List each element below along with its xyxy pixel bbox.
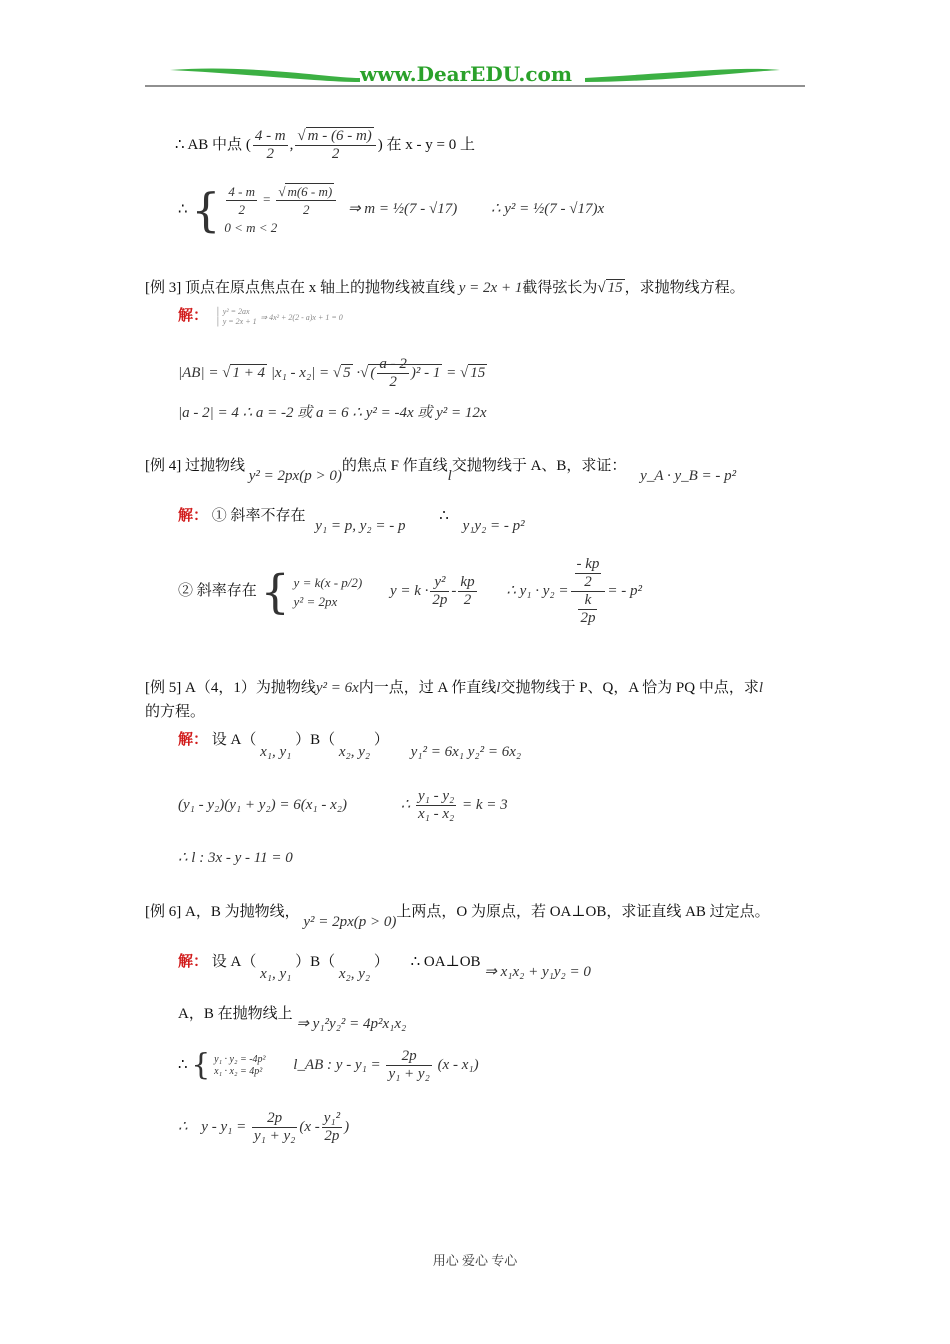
example-3-solve: 解： │ y² = 2ax │ y = 2x + 1 ⇒ 4x² + 2(2 - a)x + 1 = 0 (178, 306, 343, 326)
example-6-line-4: ∴ y - y₁ = $\frac{2p}{\text{y₁ + y₂}}$ (x - $\frac{\text{y₁²}}{2p}$ ) (178, 1110, 350, 1144)
example-3-line-2: |a - 2| = 4 ∴ a = -2 或 a = 6 ∴ y² = -4x 或 y² = 12x (178, 405, 487, 421)
equation-system: y = k(x - p/2) y² = 2px (293, 574, 363, 609)
prev-line-1: ∴ AB 中点 ( $\frac{4 - m}{2}$ , $\frac{√ m - (6 - m)}{2}$ ) 在 x - y = 0 上 (175, 128, 475, 162)
fraction: $\frac{√ m - (6 - m)}{2}$ (295, 128, 375, 163)
example-5-line-3: ∴ l : 3x - y - 11 = 0 (178, 850, 293, 866)
prev-line-2: ∴ { $\frac{4 - m}{2}$ = $\frac{√ m(6 - m)}{2}$ 0 < m < 2 ⇒ m = ½(7 - √17) ∴ y² = ½(7 - √17)x (178, 183, 605, 237)
example-4-case-2: ② 斜率存在 { y = k(x - p/2) y² = 2px y = k · $\frac{\text{y²}}{2p}$ - $\frac{kp}{2}$ ∴ y₁ · y₂ = $\frac{\frac{- kp}{2}}{\frac{k}{2p}}$ = - p² (178, 556, 643, 626)
example-6-line-2: A，B 在抛物线上 ⇒ y₁²y₂² = 4p²x₁x₂ (178, 1006, 407, 1032)
example-5-statement: [例 5] A（4，1）为抛物线y² = 6x内一点，过 A 作直线l交抛物线于 P、Q，A 恰为 PQ 中点，求l 的方程。 (145, 680, 763, 720)
example-3-line-1: |AB| = √ 1 + 4 |x₁ - x₂| = √ 5 ·√ ( $\frac{a - 2}{2}$ )² - 1 = √ 15 (178, 356, 486, 390)
header-banner (140, 60, 810, 92)
example-3-statement: [例 3] 顶点在原点焦点在 x 轴上的抛物线被直线 y = 2x + 1截得弦长为√ 15 ，求抛物线方程。 (145, 280, 745, 296)
system-brace: { (191, 1047, 211, 1083)
page-footer: 用心 爱心 专心 (432, 1253, 518, 1268)
fraction: $\frac{4 - m}{2}$ (254, 128, 286, 162)
example-4-statement: [例 4] 过抛物线 y² = 2px(p > 0)的焦点 F 作直线l交抛物线于 A、B，求证： y_A · y_B = - p² (145, 458, 737, 484)
site-title: www.DearEDU.com (360, 62, 573, 86)
equation-system: │ y² = 2ax │ y = 2x + 1 (215, 306, 257, 326)
system-brace: { (191, 183, 221, 237)
example-6-line-3: ∴ { y₁ · y₂ = -4p² x₁ · x₂ = 4p² l_AB : y - y₁ = $\frac{2p}{\text{y₁ + y₂}}$ (x - x₁) (178, 1047, 479, 1083)
example-6-line-1: 解： 设 A（ x₁, y₁ ）B（ x₂, y₂ ） ∴ OA⊥OB ⇒ x₁x₂ + y₁y₂ = 0 (178, 954, 591, 982)
example-5-line-2: (y₁ - y₂)(y₁ + y₂) = 6(x₁ - x₂) ∴ $\frac{\text{y₁ - y₂}}{\text{x₁ - x₂}}$ = k = 3 (178, 788, 508, 822)
example-6-statement: [例 6] A，B 为抛物线， y² = 2px(p > 0)上两点，O 为原点，若 OA⊥OB，求证直线 AB 过定点。 (145, 904, 770, 930)
equation-system: $\frac{4 - m}{2}$ = $\frac{√ m(6 - m)}{2}$ 0 < m < 2 (224, 183, 338, 237)
example-4-case-1: 解： ① 斜率不存在 y₁ = p, y₂ = - p ∴ y₁y₂ = - p² (178, 508, 525, 534)
system-brace: { (260, 564, 290, 619)
example-5-line-1: 解： 设 A（ x₁, y₁ ）B（ x₂, y₂ ） y₁² = 6x₁ y₂² = 6x₂ (178, 732, 522, 760)
equation-system: y₁ · y₂ = -4p² x₁ · x₂ = 4p² (214, 1053, 266, 1077)
